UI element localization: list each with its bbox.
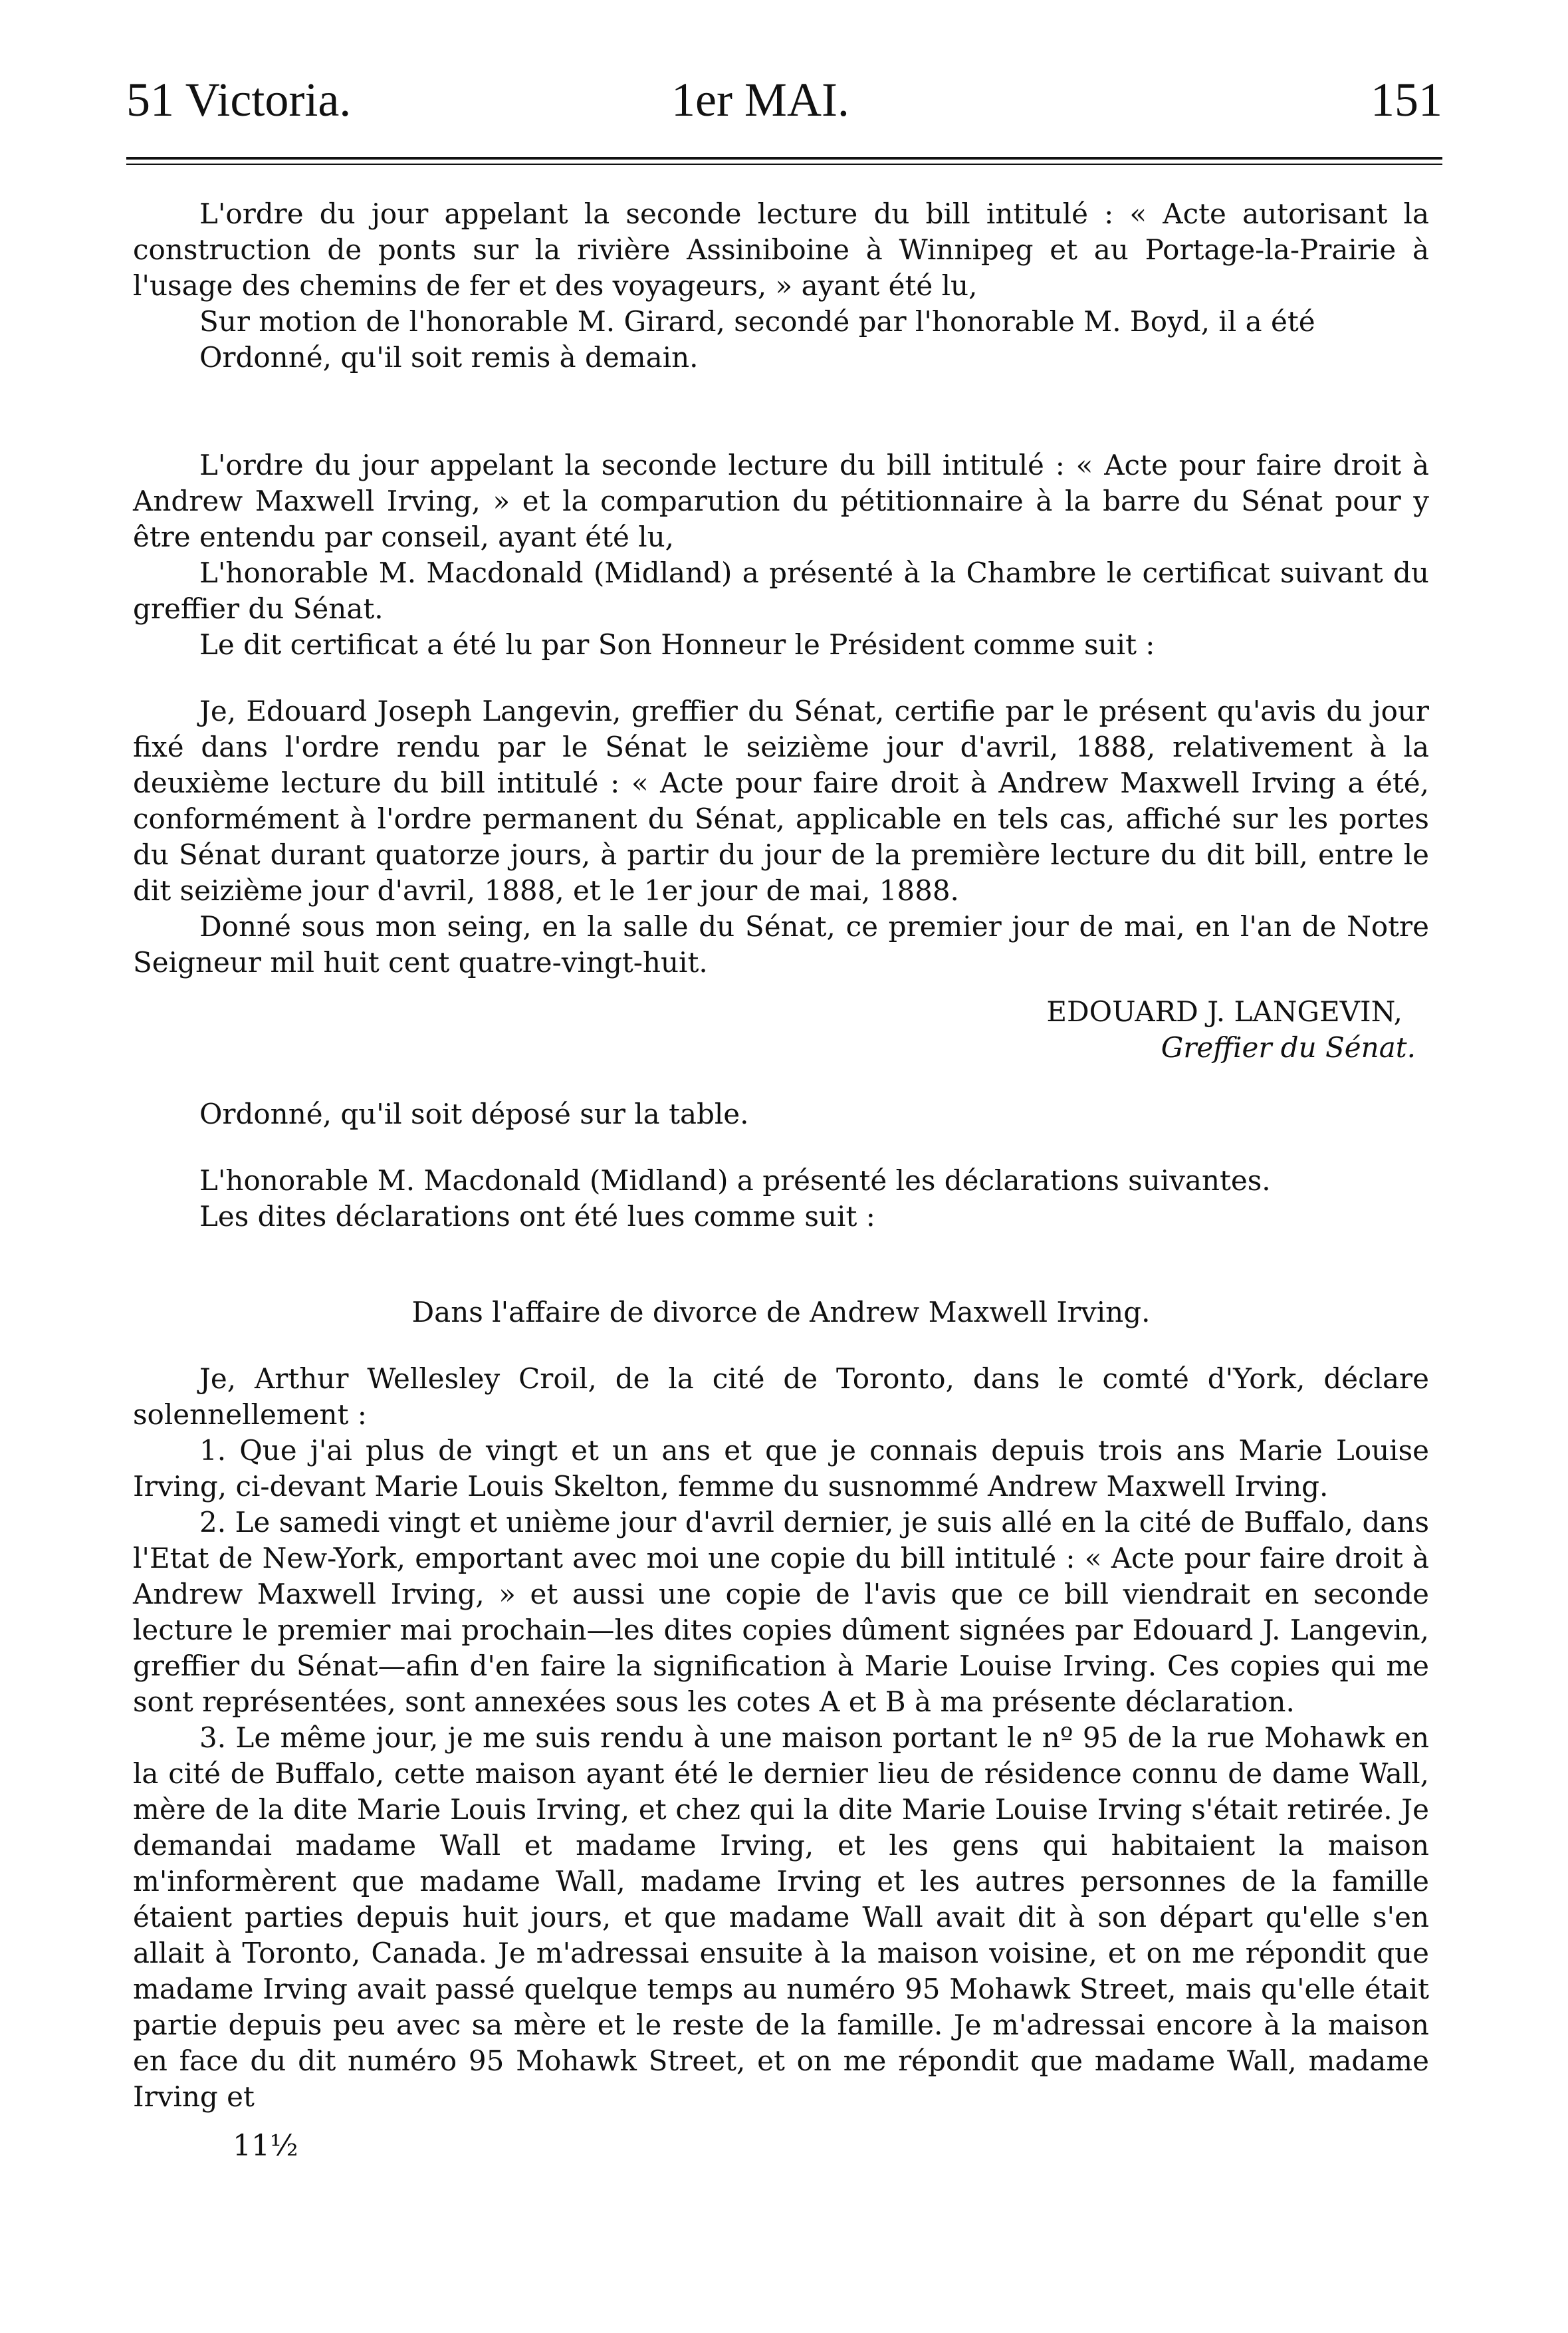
page-number: 151: [1371, 73, 1442, 126]
paragraph: L'honorable M. Macdonald (Midland) a présenté les déclarations suivantes.: [199, 1164, 1271, 1197]
spacer: [133, 376, 1429, 447]
running-header: [126, 63, 1442, 136]
declaration-item: 3. Le même jour, je me suis rendu à une maison portant le nº 95 de la rue Mohawk en la cité de Buffalo, cette maison ayant été le dernier lieu de résidence connu de dame Wall, mère de la dite Marie Louis Irving, et chez qui la dite Marie Louise Irving s'était retirée. Je demandai madame Wall et madame Irving, et les gens qui habitaient la maison m'informèrent que madame Wall, madame Irving et les autres personnes de la famille étaient parties depuis huit jours, et que madame Wall avait dit à son départ qu'elle s'en allait à Toronto, Canada. Je m'adressai ensuite à la maison voisine, et on me répondit que madame Irving avait passé quelque temps au numéro 95 Mohawk Street, mais qu'elle était partie depuis peu avec sa mère et le reste de la famille. Je m'adressai encore à la maison en face du dit numéro 95 Mohawk Street, et on me répondit que madame Wall, madame Irving et: [133, 1721, 1429, 2113]
page-body: [133, 196, 1429, 2164]
paragraph: Les dites déclarations ont été lues comme suit :: [199, 1200, 875, 1233]
spacer: [133, 1066, 1429, 1096]
certificate-signoff: Donné sous mon seing, en la salle du Sénat, ce premier jour de mai, en l'an de Notre Seigneur mil huit cent quatre-vingt-huit.: [133, 910, 1429, 979]
paragraph: L'honorable M. Macdonald (Midland) a présenté à la Chambre le certificat suivant du greffier du Sénat.: [133, 556, 1429, 625]
declaration-intro: Je, Arthur Wellesley Croil, de la cité de Toronto, dans le comté d'York, déclare solennellement :: [133, 1362, 1429, 1431]
header-left: 51 Victoria.: [126, 73, 352, 126]
section-title: Dans l'affaire de divorce de Andrew Maxwell Irving.: [411, 1296, 1151, 1328]
spacer: [133, 981, 1429, 994]
signature-title: Greffier du Sénat.: [1161, 1031, 1416, 1064]
spacer: [133, 1235, 1429, 1294]
paragraph: Ordonné, qu'il soit remis à demain.: [199, 341, 699, 374]
certificate-text: Je, Edouard Joseph Langevin, greffier du Sénat, certifie par le présent qu'avis du jour fixé dans l'ordre rendu par le Sénat le seizième jour d'avril, 1888, relativement à la deuxième lecture du bill intitulé : « Acte pour faire droit à Andrew Maxwell Irving a été, conformément à l'ordre permanent du Sénat, applicable en tels cas, affiché sur les portes du Sénat durant quatorze jours, à partir du jour de la première lecture du dit bill, entre le dit seizième jour d'avril, 1888, et le 1er jour de mai, 1888.: [133, 695, 1429, 907]
paragraph: L'ordre du jour appelant la seconde lecture du bill intitulé : « Acte autorisant la construction de ponts sur la rivière Assiniboine à Winnipeg et au Portage-la-Prairie à l'usage des chemins de fer et des voyageurs, » ayant été lu,: [133, 197, 1429, 302]
spacer: [133, 1330, 1429, 1361]
declaration-item: 2. Le samedi vingt et unième jour d'avril dernier, je suis allé en la cité de Buffalo, dans l'Etat de New-York, emportant avec moi une copie du bill intitulé : « Acte pour faire droit à Andrew Maxwell Irving, » et aussi une copie de l'avis que ce bill viendrait en seconde lecture le premier mai prochain—les dites copies dûment signées par Edouard J. Langevin, greffier du Sénat—afin d'en faire la signification à Marie Louise Irving. Ces copies qui me sont représentées, sont annexées sous les cotes A et B à ma présente déclaration.: [133, 1506, 1429, 1718]
paragraph: Le dit certificat a été lu par Son Honneur le Président comme suit :: [199, 628, 1155, 661]
signature-name: EDOUARD J. LANGEVIN,: [1046, 995, 1402, 1028]
signature-mark: 11½: [233, 2129, 298, 2163]
header-rule-top: [126, 157, 1442, 160]
header-rule-bottom: [126, 164, 1442, 165]
paragraph: L'ordre du jour appelant la seconde lecture du bill intitulé : « Acte pour faire droit à Andrew Maxwell Irving, » et la comparution du pétitionnaire à la barre du Sénat pour y être entendu par conseil, ayant été lu,: [133, 449, 1429, 553]
declaration-item: 1. Que j'ai plus de vingt et un ans et que je connais depuis trois ans Marie Louise Irving, ci-devant Marie Louis Skelton, femme du susnommé Andrew Maxwell Irving.: [133, 1434, 1429, 1503]
header-center: 1er MAI.: [671, 73, 849, 126]
spacer: [133, 663, 1429, 693]
paragraph: Sur motion de l'honorable M. Girard, secondé par l'honorable M. Boyd, il a été: [199, 305, 1315, 338]
spacer: [133, 1132, 1429, 1163]
paragraph: Ordonné, qu'il soit déposé sur la table.: [199, 1098, 749, 1130]
